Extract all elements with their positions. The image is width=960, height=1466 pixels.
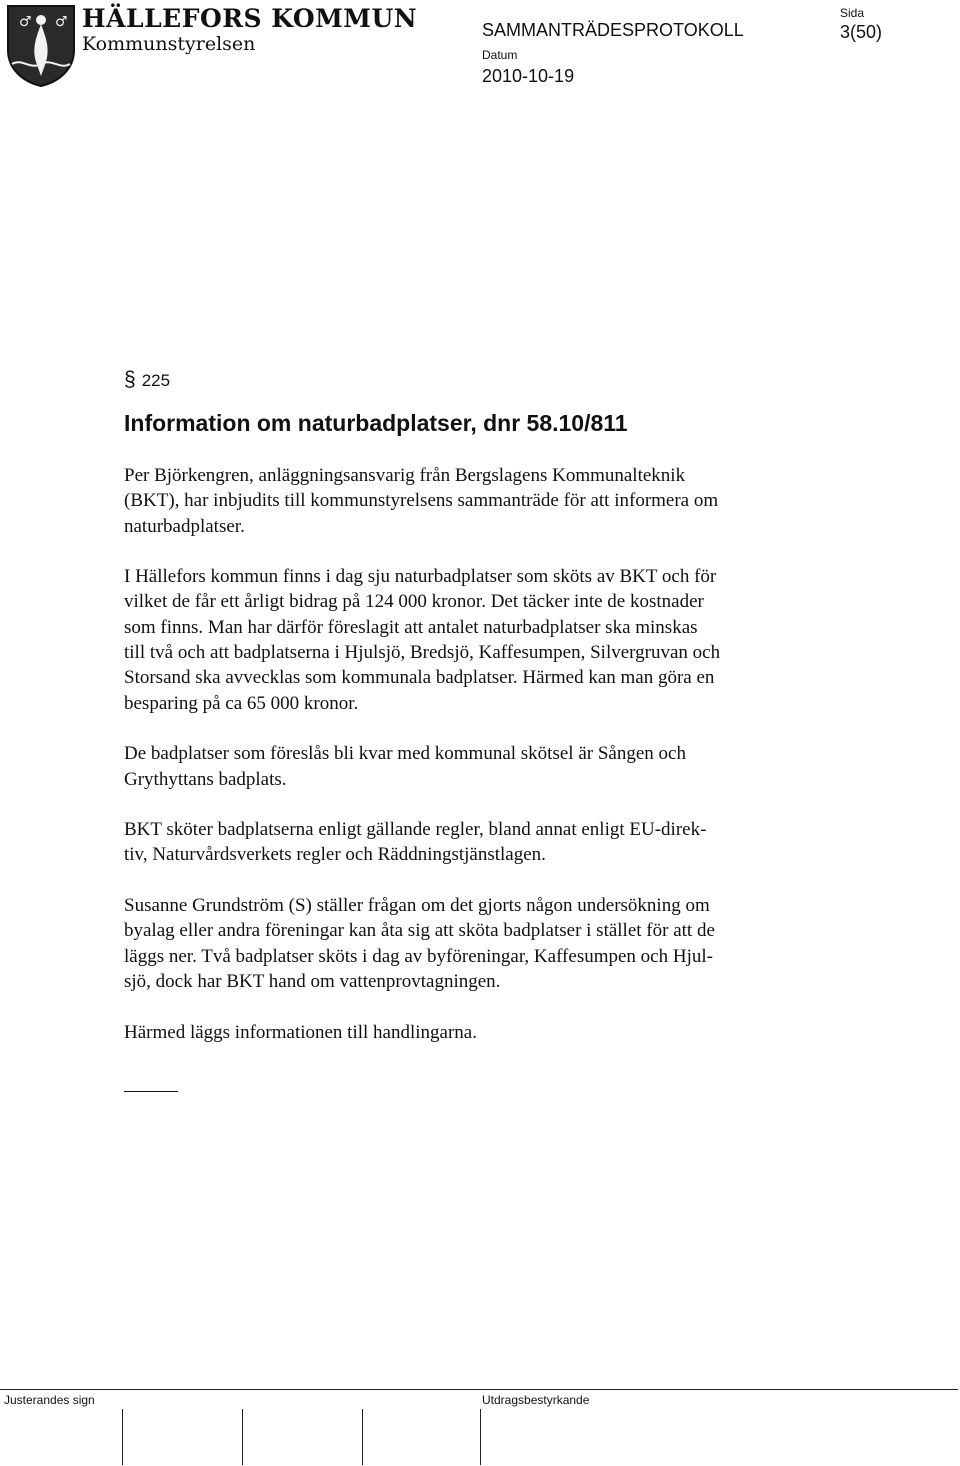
- svg-text:♂: ♂: [55, 14, 68, 30]
- paragraph: Härmed läggs informationen till handlingarna.: [124, 1021, 477, 1043]
- section-body: [124, 463, 824, 1070]
- section-number-value: 225: [141, 371, 171, 390]
- paragraph: I Hällefors kommun finns i dag sju naturbadplatser som sköts av BKT och för vilket de får ett årligt bidrag på 124 000 kronor. Det täcker inte de kostnader som finns. Man har därför föreslagit att antalet naturbadplatser ska minskas till två och att badplatserna i Hjulsjö, Bredsjö, Kaffesumpen, Silvergruvan och Storsand ska avvecklas som kommunala badplatser. Härmed kan man göra en besparing på ca 65 000 kronor.: [124, 566, 721, 714]
- document-type: SAMMANTRÄDESPROTOKOLL: [482, 20, 744, 40]
- page-number: 3(50): [840, 22, 883, 42]
- section-title: Information om naturbadplatser, dnr 58.10/811: [124, 410, 628, 436]
- signature-field: [480, 1409, 481, 1465]
- page-label: Sida: [840, 6, 865, 20]
- paragraph: Per Björkengren, anläggningsansvarig från Bergslagens Kommunalteknik (BKT), har inbjudits till kommunstyrelsens sammanträde för att informera om naturbadplatser.: [124, 465, 719, 537]
- utdragsbestyrkande-label: Utdragsbestyrkande: [482, 1393, 590, 1407]
- svg-text:♂: ♂: [19, 14, 32, 30]
- section-number: [124, 368, 170, 392]
- section-end-line: [124, 1091, 178, 1092]
- paragraph: De badplatser som föreslås bli kvar med kommunal skötsel är Sången och Grythyttans badplats.: [124, 743, 686, 790]
- paragraph: Susanne Grundström (S) ställer frågan om det gjorts någon undersökning om byalag eller andra föreningar kan åta sig att sköta badplatser i stället för att de läggs ner. Två badplatser sköts i dag av byföreningar, Kaffesumpen och Hjul- sjö, dock har BKT hand om vattenprovtagningen.: [124, 895, 715, 992]
- signature-field: [362, 1409, 363, 1465]
- coat-of-arms-icon: [6, 4, 76, 88]
- organization-unit: Kommunstyrelsen: [82, 33, 256, 55]
- section-sign: §: [124, 368, 136, 391]
- date-label: Datum: [482, 48, 518, 62]
- justerandes-sign-label: Justerandes sign: [4, 1393, 95, 1407]
- signature-field: [242, 1409, 243, 1465]
- signature-field: [122, 1409, 123, 1465]
- footer-divider: [0, 1389, 958, 1390]
- date-value: 2010-10-19: [482, 66, 575, 86]
- paragraph: BKT sköter badplatserna enligt gällande regler, bland annat enligt EU-direk- tiv, Naturvårdsverkets regler och Räddningstjänstlagen.: [124, 819, 707, 866]
- organization-name: HÄLLEFORS KOMMUN: [82, 4, 418, 33]
